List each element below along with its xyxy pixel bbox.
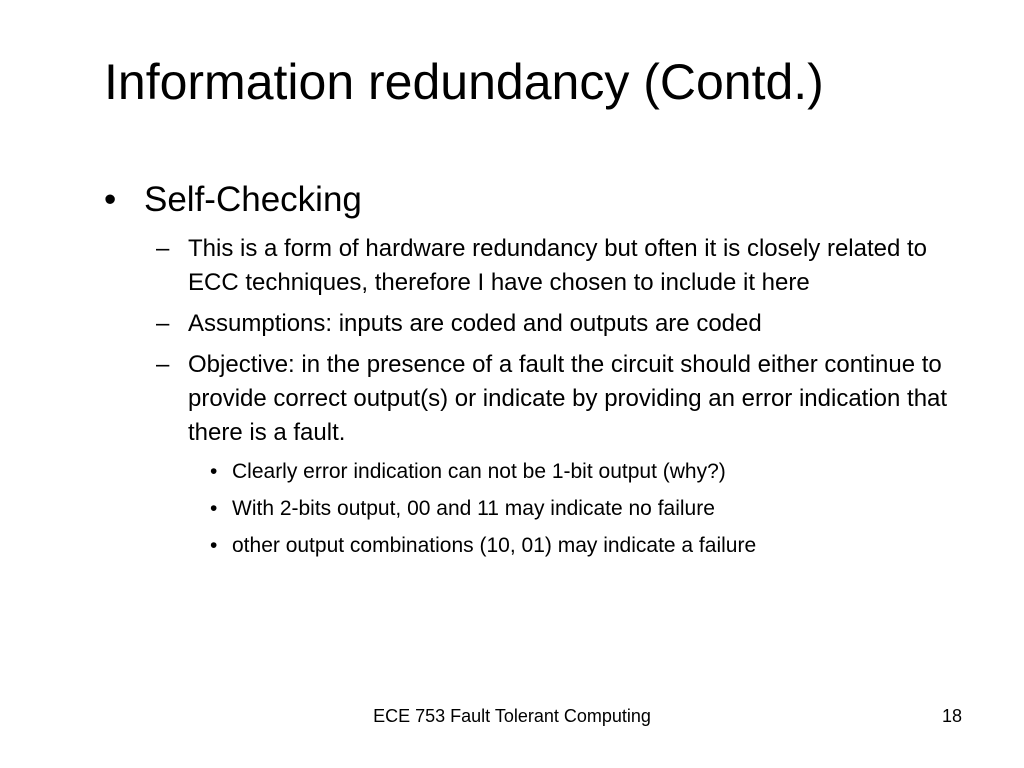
bullet-marker: • [210,460,218,483]
sub-sub-bullet-text: With 2-bits output, 00 and 11 may indicate no failure [232,497,715,520]
dash-marker: – [156,310,170,337]
sub-bullet-hardware-redundancy [148,232,964,300]
bullet-marker: • [104,180,117,219]
sub-sub-bullet-text: Clearly error indication can not be 1-bit output (why?) [232,460,726,483]
sub-sub-bullet-text: other output combinations (10, 01) may indicate a failure [232,534,757,557]
bullet-self-checking [104,178,964,222]
sub-sub-bullet-other-combinations [208,531,964,561]
slide-title: Information redundancy (Contd.) [104,54,824,110]
sub-sub-bullet-two-bits [208,494,964,524]
footer-page-number: 18 [941,706,962,726]
dash-marker: – [156,235,170,262]
footer-course-name: ECE 753 Fault Tolerant Computing [373,706,651,726]
sub-sub-bullet-error-indication [208,457,964,487]
bullet-text: Self-Checking [144,180,362,219]
bullet-marker: • [210,497,218,520]
sub-bullet-text: This is a form of hardware redundancy but often it is closely related to ECC techniques, therefore I have chosen to include it here [188,235,928,296]
sub-bullet-assumptions [148,307,964,341]
bullet-marker: • [210,534,218,557]
slide-body [104,178,964,568]
sub-bullet-text: Objective: in the presence of a fault the circuit should either continue to provide correct output(s) or indicate by providing an error indication that there is a fault. [188,351,948,446]
sub-bullet-objective [148,348,964,450]
dash-marker: – [156,351,170,378]
sub-bullet-text: Assumptions: inputs are coded and outputs are coded [188,310,762,337]
